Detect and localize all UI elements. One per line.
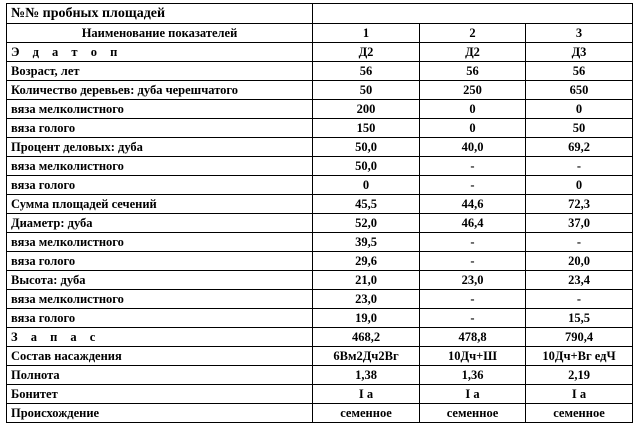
table-row <box>7 214 633 233</box>
row-label: З а п а с <box>7 328 313 347</box>
row-label: Количество деревьев: дуба черешчатого <box>7 81 313 100</box>
row-value-plot-3: 56 <box>526 62 633 81</box>
row-value-plot-2: - <box>420 176 526 195</box>
row-value-plot-2: 23,0 <box>420 271 526 290</box>
row-value-plot-3: 72,3 <box>526 195 633 214</box>
row-value-plot-2: - <box>420 252 526 271</box>
table-row <box>7 347 633 366</box>
row-value-plot-2: 0 <box>420 119 526 138</box>
row-value-plot-2: 478,8 <box>420 328 526 347</box>
row-value-plot-1: семенное <box>313 404 420 423</box>
table-row <box>7 62 633 81</box>
row-value-plot-3: 15,5 <box>526 309 633 328</box>
row-value-plot-1: Д2 <box>313 43 420 62</box>
row-label: вяза мелколистного <box>7 290 313 309</box>
row-value-plot-1: 19,0 <box>313 309 420 328</box>
row-value-plot-3: - <box>526 157 633 176</box>
row-value-plot-1: 50 <box>313 81 420 100</box>
row-value-plot-2: - <box>420 233 526 252</box>
row-label: Процент деловых: дуба <box>7 138 313 157</box>
row-value-plot-3: 69,2 <box>526 138 633 157</box>
row-value-plot-3: семенное <box>526 404 633 423</box>
row-value-plot-1: 50,0 <box>313 138 420 157</box>
row-value-plot-1: 1,38 <box>313 366 420 385</box>
row-value-plot-3: 10Дч+Вг едЧ <box>526 347 633 366</box>
row-value-plot-2: семенное <box>420 404 526 423</box>
row-value-plot-3: 23,4 <box>526 271 633 290</box>
plots-title: №№ пробных площадей <box>7 4 313 24</box>
table-row <box>7 100 633 119</box>
header-row-plots <box>7 4 633 24</box>
table-row <box>7 290 633 309</box>
table-row <box>7 138 633 157</box>
table-row <box>7 309 633 328</box>
row-label: вяза мелколистного <box>7 100 313 119</box>
row-value-plot-3: 2,19 <box>526 366 633 385</box>
table-row <box>7 271 633 290</box>
row-label: Бонитет <box>7 385 313 404</box>
row-value-plot-2: 0 <box>420 100 526 119</box>
row-value-plot-3: 20,0 <box>526 252 633 271</box>
row-value-plot-1: 50,0 <box>313 157 420 176</box>
row-value-plot-1: 23,0 <box>313 290 420 309</box>
table-row <box>7 176 633 195</box>
row-value-plot-2: 56 <box>420 62 526 81</box>
row-value-plot-1: 39,5 <box>313 233 420 252</box>
table-row <box>7 119 633 138</box>
row-label: вяза голого <box>7 309 313 328</box>
row-value-plot-1: 29,6 <box>313 252 420 271</box>
table-row <box>7 233 633 252</box>
forest-plots-table <box>6 3 633 423</box>
table-row <box>7 157 633 176</box>
table-row <box>7 366 633 385</box>
row-value-plot-2: 10Дч+Ш <box>420 347 526 366</box>
row-label: Происхождение <box>7 404 313 423</box>
row-label: вяза мелколистного <box>7 157 313 176</box>
row-value-plot-2: 46,4 <box>420 214 526 233</box>
row-value-plot-3: - <box>526 233 633 252</box>
row-label: Сумма площадей сечений <box>7 195 313 214</box>
indicators-title: Наименование показателей <box>7 24 313 43</box>
table-row <box>7 404 633 423</box>
row-value-plot-1: 52,0 <box>313 214 420 233</box>
row-value-plot-3: Д3 <box>526 43 633 62</box>
row-value-plot-3: I а <box>526 385 633 404</box>
row-label: вяза мелколистного <box>7 233 313 252</box>
row-label: Состав насаждения <box>7 347 313 366</box>
row-value-plot-3: 37,0 <box>526 214 633 233</box>
row-value-plot-3: 790,4 <box>526 328 633 347</box>
row-label: Полнота <box>7 366 313 385</box>
row-value-plot-1: 45,5 <box>313 195 420 214</box>
row-value-plot-1: 468,2 <box>313 328 420 347</box>
row-label: вяза голого <box>7 252 313 271</box>
row-value-plot-2: - <box>420 157 526 176</box>
table-row <box>7 81 633 100</box>
table-row <box>7 385 633 404</box>
table-row <box>7 328 633 347</box>
table-body <box>7 4 633 423</box>
row-value-plot-2: 1,36 <box>420 366 526 385</box>
plot-number-2: 2 <box>420 24 526 43</box>
row-label: Высота: дуба <box>7 271 313 290</box>
plots-title-blank <box>313 4 633 24</box>
row-value-plot-2: 44,6 <box>420 195 526 214</box>
row-value-plot-1: I а <box>313 385 420 404</box>
plot-number-3: 3 <box>526 24 633 43</box>
plot-number-1: 1 <box>313 24 420 43</box>
row-value-plot-1: 0 <box>313 176 420 195</box>
row-value-plot-1: 200 <box>313 100 420 119</box>
row-value-plot-3: 50 <box>526 119 633 138</box>
row-value-plot-2: Д2 <box>420 43 526 62</box>
row-value-plot-2: - <box>420 290 526 309</box>
row-value-plot-1: 56 <box>313 62 420 81</box>
row-label: Диаметр: дуба <box>7 214 313 233</box>
row-value-plot-3: 0 <box>526 100 633 119</box>
row-value-plot-1: 6Вм2Дч2Вг <box>313 347 420 366</box>
row-value-plot-2: 250 <box>420 81 526 100</box>
row-value-plot-1: 21,0 <box>313 271 420 290</box>
row-value-plot-3: 650 <box>526 81 633 100</box>
row-value-plot-2: 40,0 <box>420 138 526 157</box>
table-row <box>7 252 633 271</box>
row-label: вяза голого <box>7 176 313 195</box>
row-value-plot-2: I а <box>420 385 526 404</box>
row-label: Возраст, лет <box>7 62 313 81</box>
row-value-plot-2: - <box>420 309 526 328</box>
table-row <box>7 43 633 62</box>
table-row <box>7 195 633 214</box>
row-value-plot-3: 0 <box>526 176 633 195</box>
row-value-plot-1: 150 <box>313 119 420 138</box>
row-label: вяза голого <box>7 119 313 138</box>
row-value-plot-3: - <box>526 290 633 309</box>
header-row-indicators <box>7 24 633 43</box>
row-label: Э д а т о п <box>7 43 313 62</box>
